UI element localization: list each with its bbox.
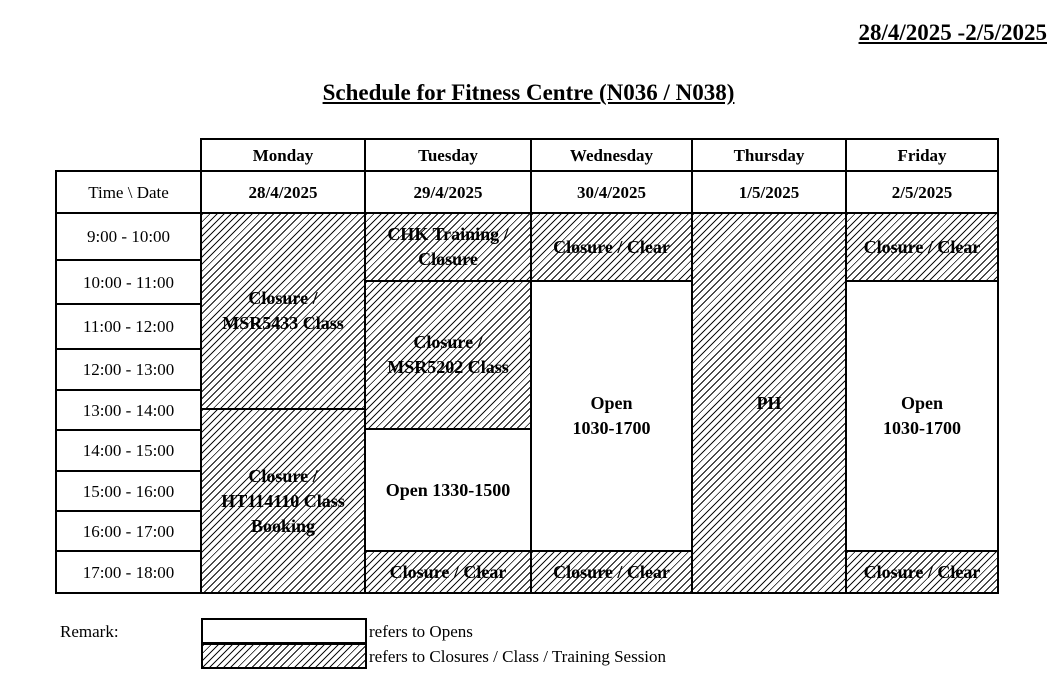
time-slot: 12:00 - 13:00 xyxy=(55,348,202,391)
day-header-friday: Friday xyxy=(845,138,999,172)
schedule-block-closed: Closure / HT114110 Class Booking xyxy=(200,408,366,594)
schedule-block-closed: Closure / Clear xyxy=(530,212,693,282)
day-date-friday: 2/5/2025 xyxy=(845,170,999,214)
legend-closed-swatch xyxy=(201,643,367,669)
day-date-wednesday: 30/4/2025 xyxy=(530,170,693,214)
day-date-tuesday: 29/4/2025 xyxy=(364,170,532,214)
date-range: 28/4/2025 -2/5/2025 xyxy=(858,20,1047,45)
legend-closed-text: refers to Closures / Class / Training Session xyxy=(369,647,667,666)
time-slot: 14:00 - 15:00 xyxy=(55,429,202,472)
time-slot: 15:00 - 16:00 xyxy=(55,470,202,512)
schedule-block-closed: Closure / Clear xyxy=(845,212,999,282)
schedule-block-closed: Closure / MSR5202 Class xyxy=(364,280,532,430)
schedule-block-closed: Closure / Clear xyxy=(364,550,532,594)
remark-label: Remark: xyxy=(60,622,119,641)
day-header-monday: Monday xyxy=(200,138,366,172)
day-header-wednesday: Wednesday xyxy=(530,138,693,172)
time-slot: 13:00 - 14:00 xyxy=(55,389,202,431)
page-title: Schedule for Fitness Centre (N036 / N038) xyxy=(322,80,735,105)
schedule-block-closed: Closure / Clear xyxy=(530,550,693,594)
day-date-thursday: 1/5/2025 xyxy=(691,170,847,214)
time-slot: 16:00 - 17:00 xyxy=(55,510,202,552)
day-header-tuesday: Tuesday xyxy=(364,138,532,172)
time-slot: 10:00 - 11:00 xyxy=(55,259,202,305)
time-slot: 9:00 - 10:00 xyxy=(55,212,202,261)
schedule-block-open: Open 1330-1500 xyxy=(364,428,532,552)
schedule-block-closed: CHK Training / Closure xyxy=(364,212,532,282)
schedule-block-holiday: PH xyxy=(691,212,847,594)
schedule-block-open: Open 1030-1700 xyxy=(845,280,999,552)
time-slot: 11:00 - 12:00 xyxy=(55,303,202,350)
legend-open-text: refers to Opens xyxy=(369,622,473,641)
day-header-thursday: Thursday xyxy=(691,138,847,172)
time-slot: 17:00 - 18:00 xyxy=(55,550,202,594)
legend-open-swatch xyxy=(201,618,367,644)
schedule-block-closed: Closure / Clear xyxy=(845,550,999,594)
day-date-monday: 28/4/2025 xyxy=(200,170,366,214)
schedule-block-open: Open 1030-1700 xyxy=(530,280,693,552)
schedule-block-closed: Closure / MSR5433 Class xyxy=(200,212,366,410)
corner-label: Time \ Date xyxy=(55,170,202,214)
